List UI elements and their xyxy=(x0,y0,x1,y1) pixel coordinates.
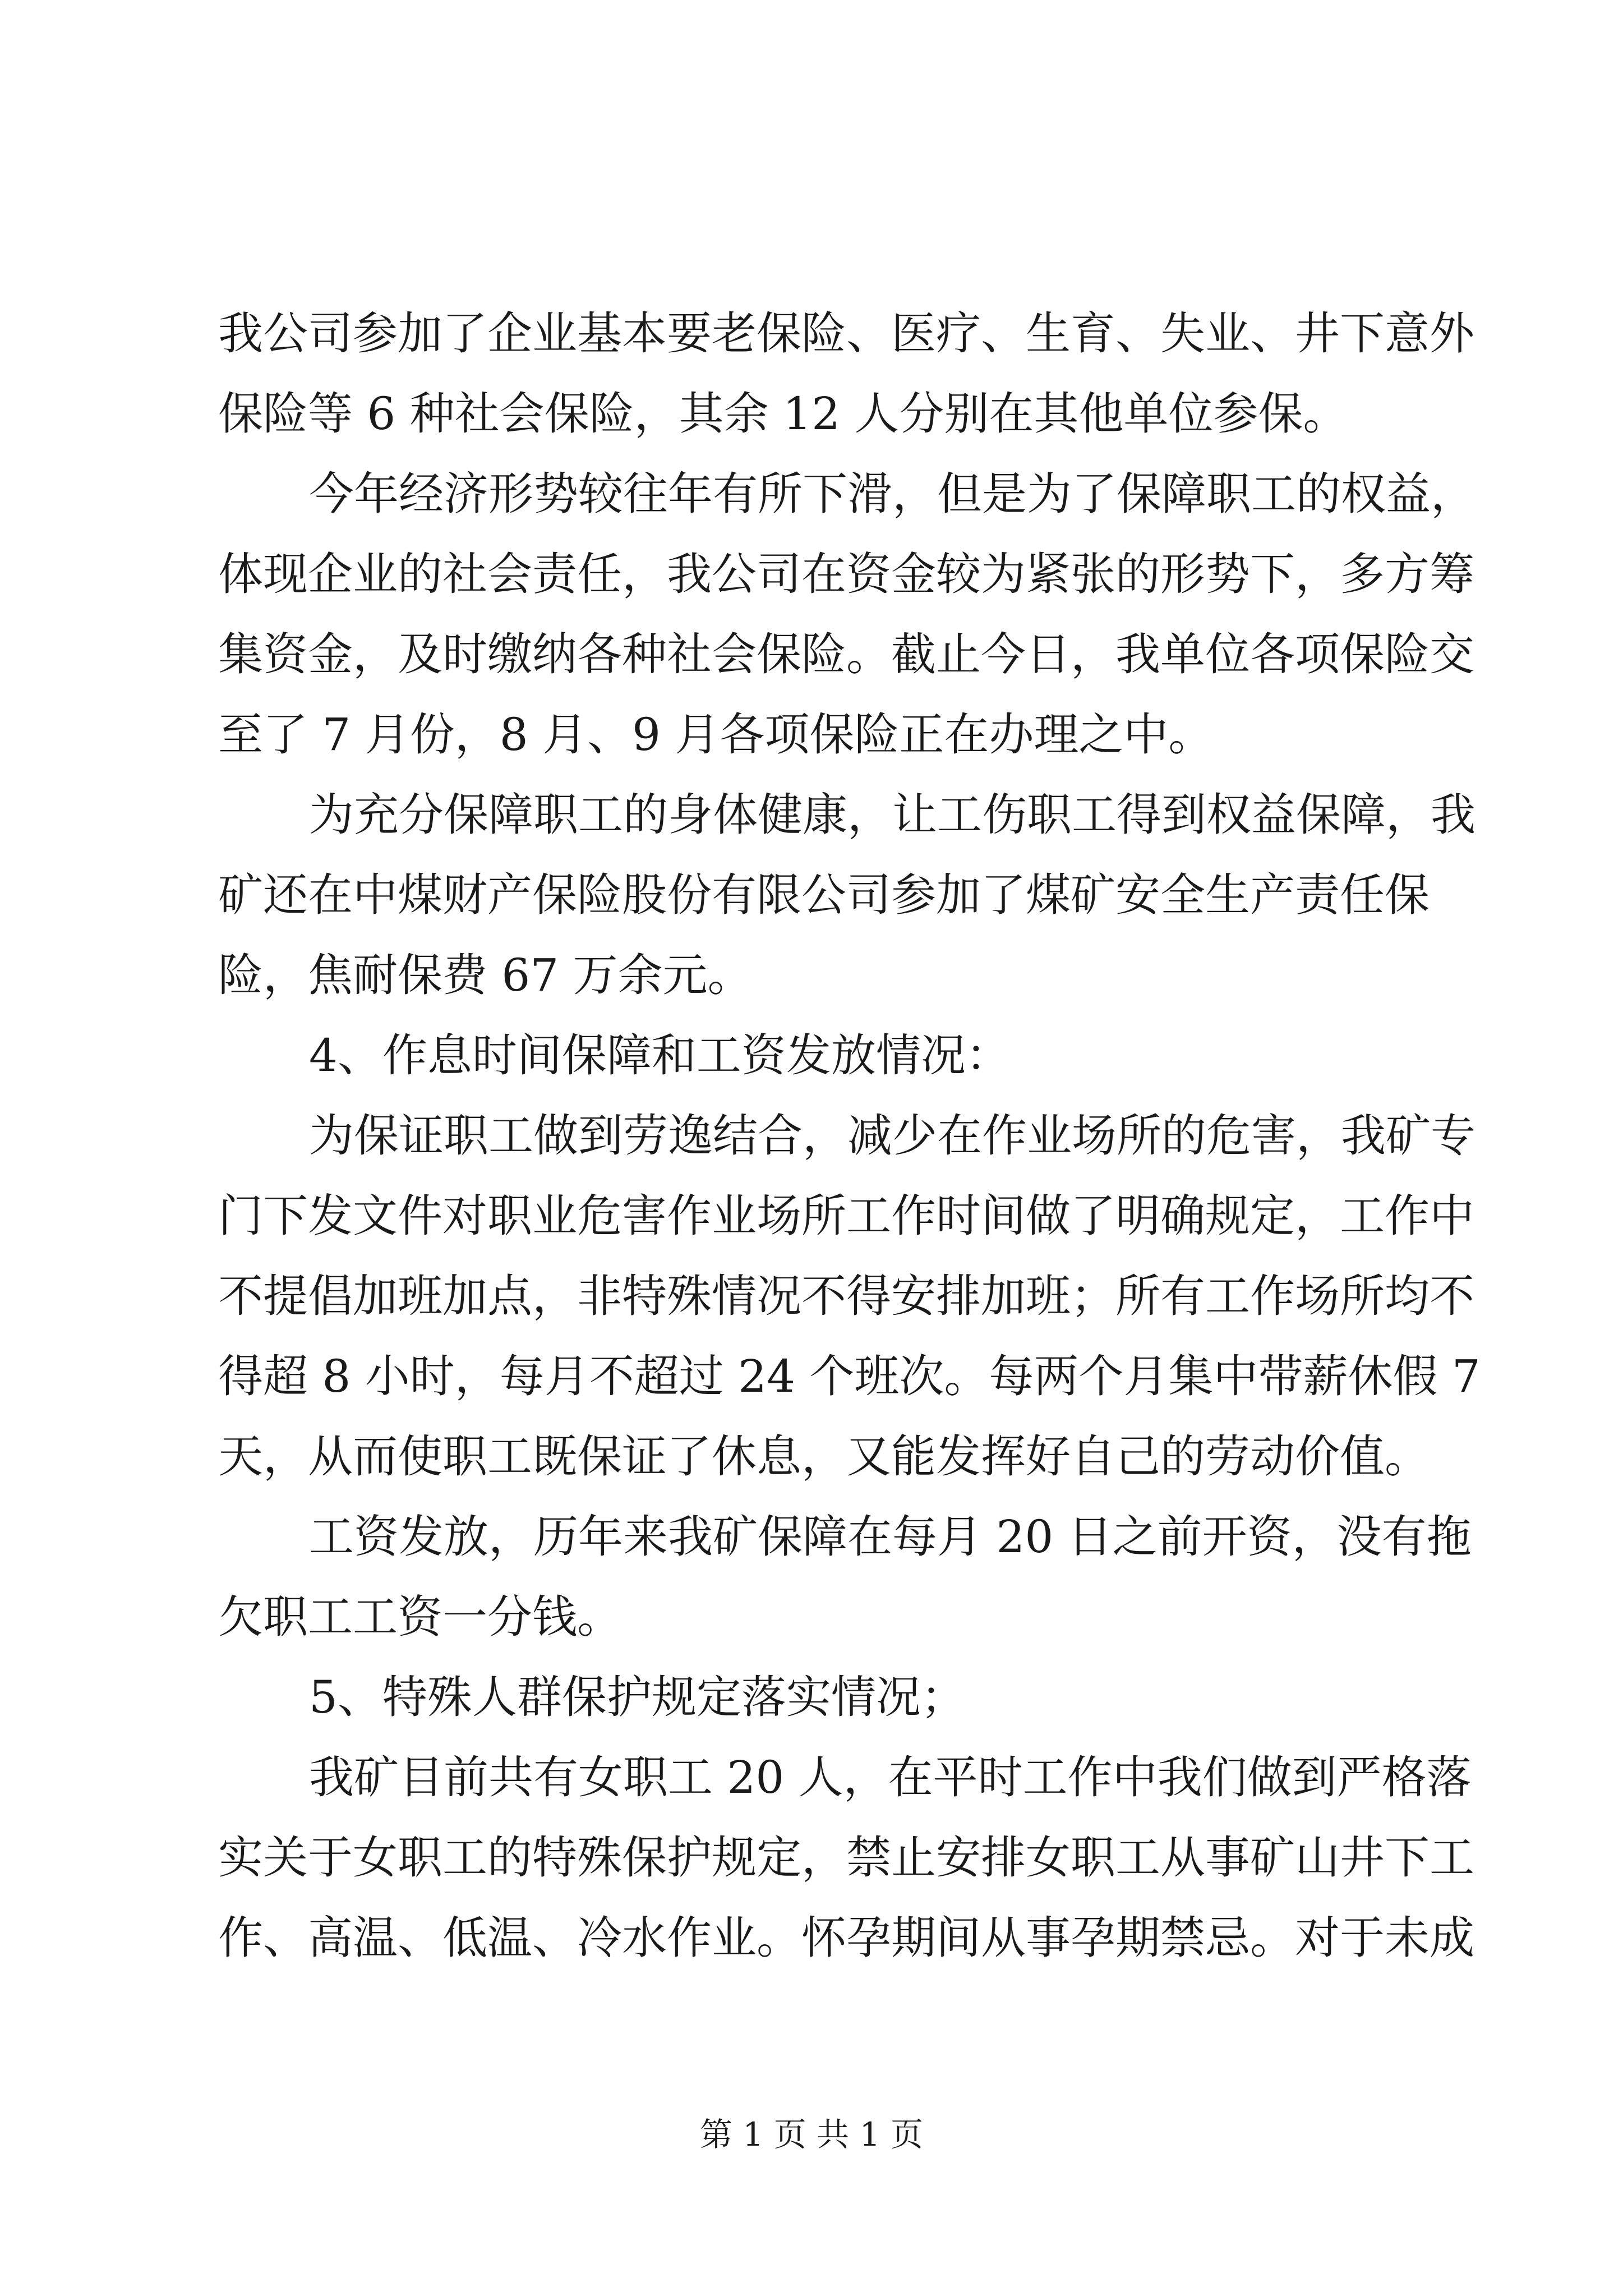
text-line-8: 矿还在中煤财产保险股份有限公司参加了煤矿安全生产责任保 xyxy=(218,869,1430,921)
text-line-6: 至了 7 月份，8 月、9 月各项保险正在办理之中。 xyxy=(218,708,1214,761)
text-line-16: 工资发放，历年来我矿保障在每月 20 日之前开资，没有拖 xyxy=(309,1511,1472,1563)
text-line-4: 体现企业的社会责任，我公司在资金较为紧张的形势下，多方筹 xyxy=(218,548,1474,600)
page-footer: 第 1 页 共 1 页 xyxy=(700,2115,923,2154)
text-line-5: 集资金，及时缴纳各种社会保险。截止今日，我单位各项保险交 xyxy=(218,628,1474,680)
text-line-20: 实关于女职工的特殊保护规定，禁止安排女职工从事矿山井下工 xyxy=(218,1832,1474,1884)
text-line-15: 天，从而使职工既保证了休息，又能发挥好自己的劳动价值。 xyxy=(218,1430,1430,1483)
section-heading-4: 4、作息时间保障和工资发放情况： xyxy=(309,1029,1011,1082)
section-heading-5: 5、特殊人群保护规定落实情况； xyxy=(309,1671,966,1723)
text-line-13: 不提倡加班加点，非特殊情况不得安排加班；所有工作场所均不 xyxy=(218,1270,1474,1322)
text-line-12: 门下发文件对职业危害作业场所工作时间做了明确规定，工作中 xyxy=(218,1190,1474,1242)
text-line-19: 我矿目前共有女职工 20 人，在平时工作中我们做到严格落 xyxy=(309,1751,1472,1803)
text-line-21: 作、高温、低温、冷水作业。怀孕期间从事孕期禁忌。对于未成 xyxy=(218,1912,1474,1964)
document-body xyxy=(218,293,1481,1978)
text-line-17: 欠职工工资一分钱。 xyxy=(218,1591,622,1643)
text-line-14: 得超 8 小时，每月不超过 24 个班次。每两个月集中带薪休假 7 xyxy=(218,1350,1481,1402)
text-line-9: 险，焦耐保费 67 万余元。 xyxy=(218,949,753,1001)
text-line-2: 保险等 6 种社会保险，其余 12 人分别在其他单位参保。 xyxy=(218,388,1348,440)
text-line-7: 为充分保障职工的身体健康，让工伤职工得到权益保障，我 xyxy=(309,789,1476,841)
text-line-3: 今年经济形势较往年有所下滑，但是为了保障职工的权益， xyxy=(309,468,1476,520)
text-line-11: 为保证职工做到劳逸结合，减少在作业场所的危害，我矿专 xyxy=(309,1110,1476,1162)
text-line-1: 我公司参加了企业基本要老保险、医疗、生育、失业、井下意外 xyxy=(218,307,1474,360)
